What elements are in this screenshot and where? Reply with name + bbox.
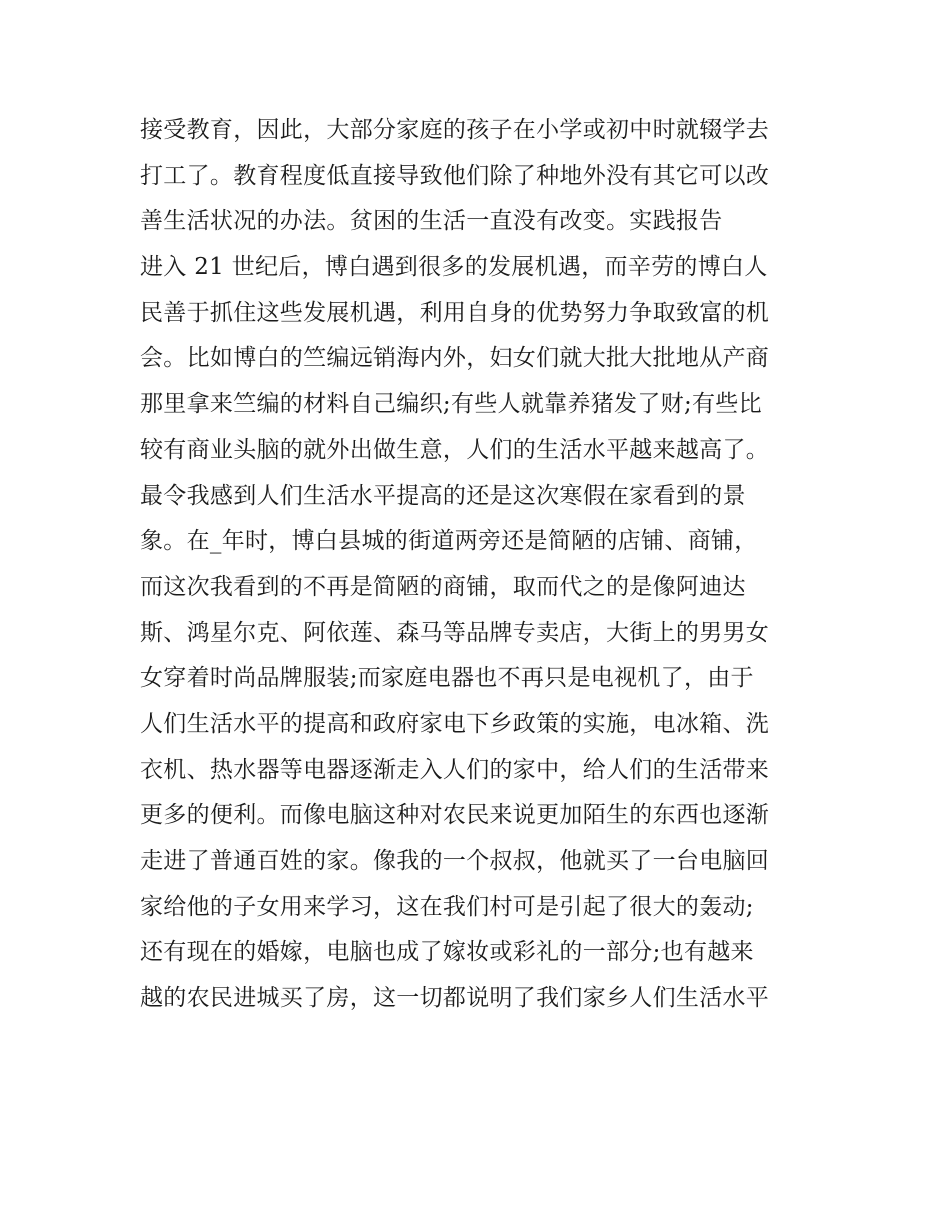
text-line: 还有现在的婚嫁，电脑也成了嫁妆或彩礼的一部分;也有越来: [140, 939, 754, 966]
text-line: 象。在_年时，博白县城的街道两旁还是简陋的店铺、商铺，: [140, 528, 758, 555]
text-line: 人们生活水平的提高和政府家电下乡政策的实施，电冰箱、洗: [140, 710, 770, 737]
text-line: 会。比如博白的竺编远销海内外，妇女们就大批大批地从产商: [140, 345, 770, 372]
text-line: 最令我感到人们生活水平提高的还是这次寒假在家看到的景: [140, 482, 746, 509]
body-text: [140, 108, 830, 1022]
text-line: 走进了普通百姓的家。像我的一个叔叔，他就买了一台电脑回: [140, 848, 770, 874]
text-line: 那里拿来竺编的材料自己编织;有些人就靠养猪发了财;有些比: [140, 391, 762, 418]
text-line: 善生活状况的办法。贫困的生活一直没有改变。实践报告: [140, 208, 723, 235]
text-line: 进入 21 世纪后，博白遇到很多的发展机遇，而辛劳的博白人: [140, 254, 768, 281]
text-line: 而这次我看到的不再是简陋的商铺，取而代之的是像阿迪达: [140, 573, 746, 600]
text-line: 接受教育，因此，大部分家庭的孩子在小学或初中时就辍学去: [140, 117, 770, 143]
text-line: 家给他的子女用来学习，这在我们村可是引起了很大的轰动;: [140, 893, 754, 920]
text-line: 打工了。教育程度低直接导致他们除了种地外没有其它可以改: [140, 162, 770, 189]
text-line: 斯、鸿星尔克、阿依莲、森马等品牌专卖店，大街上的男男女: [140, 619, 770, 646]
text-line: 较有商业头脑的就外出做生意，人们的生活水平越来越高了。: [140, 436, 770, 463]
text-line: 衣机、热水器等电器逐渐走入人们的家中，给人们的生活带来: [140, 756, 770, 783]
text-line: 越的农民进城买了房，这一切都说明了我们家乡人们生活水平: [140, 985, 770, 1012]
text-line: 民善于抓住这些发展机遇，利用自身的优势努力争取致富的机: [140, 299, 770, 326]
text-line: 女穿着时尚品牌服装;而家庭电器也不再只是电视机了，由于: [140, 665, 754, 692]
text-line: 更多的便利。而像电脑这种对农民来说更加陌生的东西也逐渐: [140, 802, 770, 829]
